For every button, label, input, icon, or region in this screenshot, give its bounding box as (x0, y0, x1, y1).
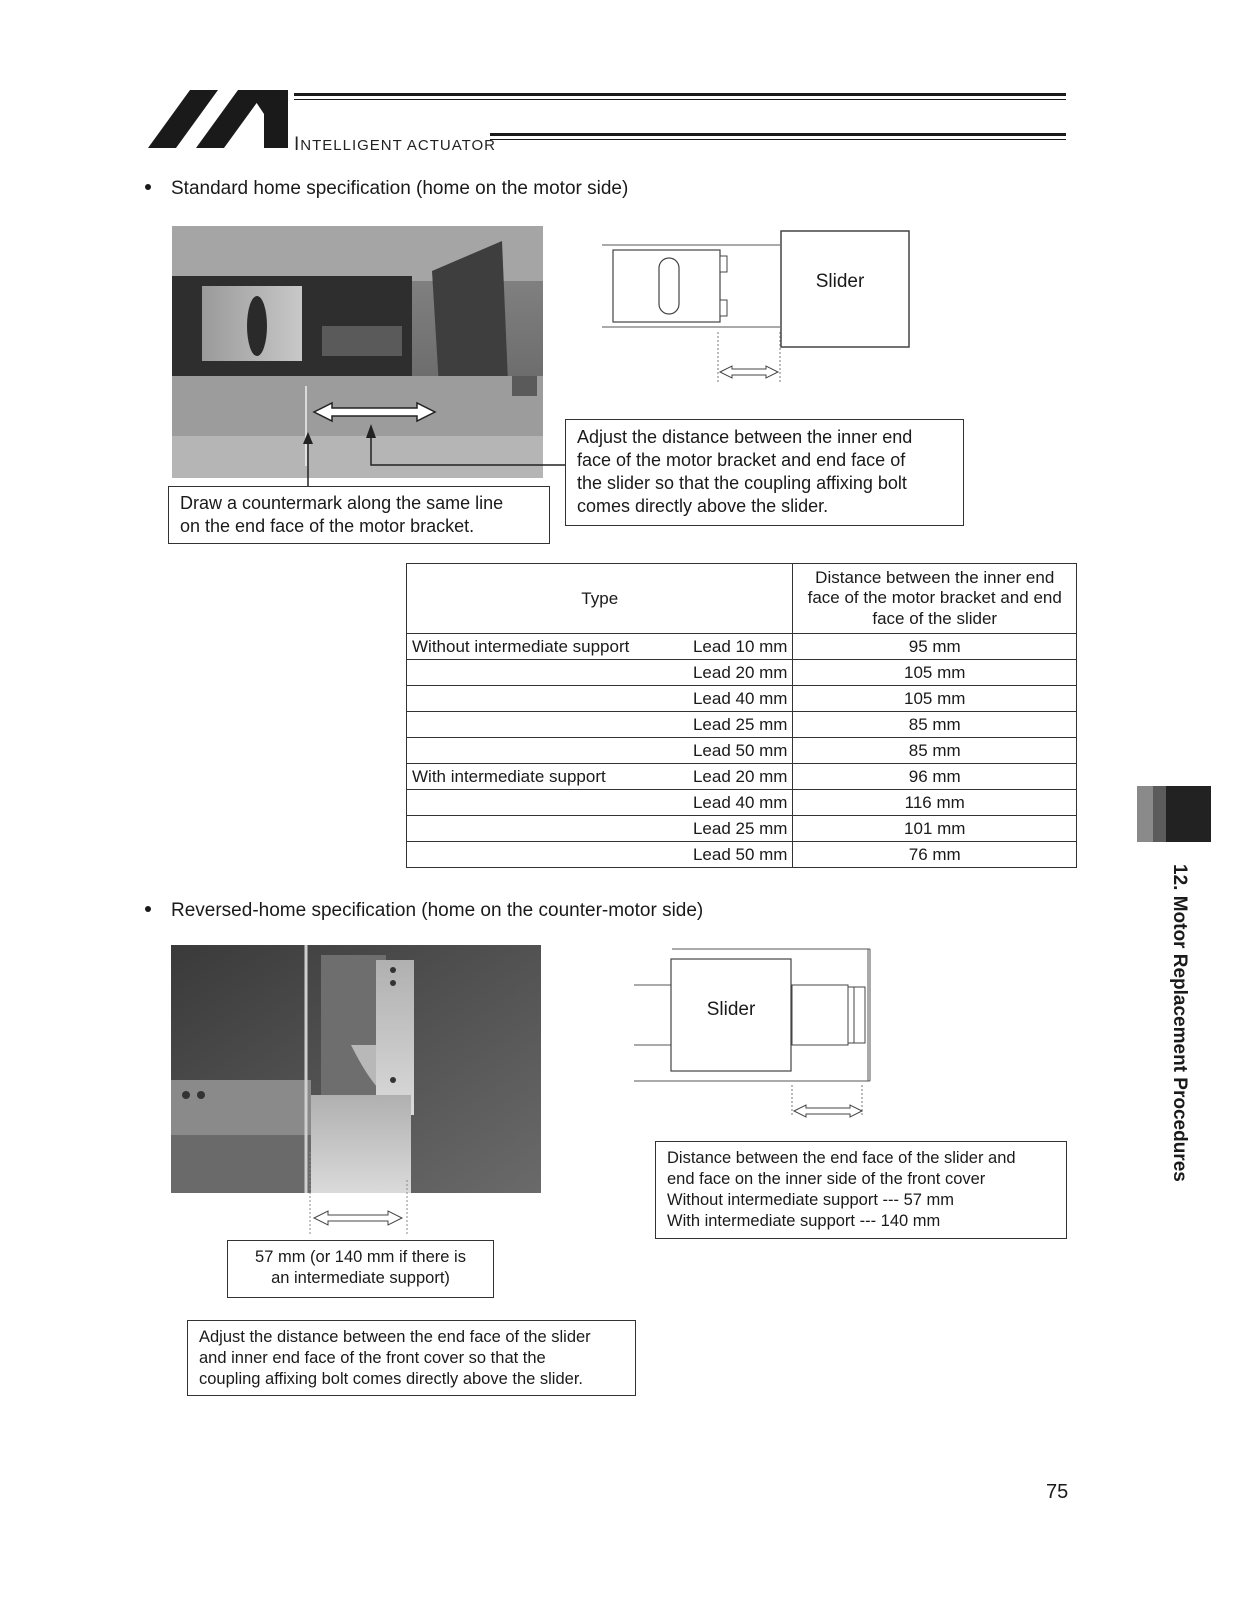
diagram-label-slider-2: Slider (706, 999, 756, 1020)
callout-line: 57 mm (or 140 mm if there is (255, 1248, 466, 1266)
table-row (407, 816, 1077, 842)
callout-line: Draw a countermark along the same line (180, 493, 504, 513)
cell-lead: Lead 20 mm (676, 660, 793, 686)
callout-line: on the end face of the motor bracket. (180, 516, 475, 536)
table-row (407, 660, 1077, 686)
header-distance (793, 564, 1077, 634)
callout-line: With intermediate support --- 140 mm (667, 1212, 941, 1230)
callout-line: the slider so that the coupling affixing bolt (577, 473, 907, 493)
bullet-text: Reversed-home specification (home on the counter-motor side) (171, 900, 704, 921)
bullet-dot (145, 184, 151, 190)
header-rule (294, 93, 1066, 96)
table-row (407, 842, 1077, 868)
cell-distance: 116 mm (793, 790, 1077, 816)
cell-lead: Lead 40 mm (676, 790, 793, 816)
brand-name (294, 134, 496, 156)
table-row (407, 790, 1077, 816)
cell-support (407, 790, 677, 816)
brand-rest: NTELLIGENT ACTUATOR (300, 137, 496, 154)
callout-line: end face on the inner side of the front cover (667, 1170, 986, 1188)
side-tab-marker-dark (1166, 786, 1211, 842)
header-rule-thin (294, 99, 1066, 100)
header-type: Type (407, 564, 793, 634)
cell-support (407, 660, 677, 686)
callout-leaders-1 (290, 420, 570, 490)
callout-line: Distance between the end face of the slider and (667, 1149, 1016, 1167)
iai-logo (148, 88, 294, 150)
callout-57mm (227, 1240, 494, 1298)
cell-support: Without intermediate support (407, 634, 677, 660)
cell-distance: 85 mm (793, 738, 1077, 764)
cell-support (407, 738, 677, 764)
side-tab-marker-mid (1153, 786, 1166, 842)
callout-line: comes directly above the slider. (577, 496, 829, 516)
callout-line: Without intermediate support --- 57 mm (667, 1191, 955, 1209)
cell-distance: 105 mm (793, 686, 1077, 712)
brand-initial: I (294, 134, 301, 155)
cell-lead: Lead 50 mm (676, 738, 793, 764)
bullet-standard-home (145, 178, 628, 200)
cell-support (407, 816, 677, 842)
cell-support (407, 712, 677, 738)
callout-line: and inner end face of the front cover so that the (199, 1349, 546, 1367)
cell-distance: 101 mm (793, 816, 1077, 842)
page-number: 75 (1046, 1481, 1069, 1503)
table-row (407, 712, 1077, 738)
header-line: Distance between the inner end (815, 567, 1055, 587)
cell-lead: Lead 50 mm (676, 842, 793, 868)
diagram-label-slider-1: Slider (815, 271, 865, 292)
side-tab-marker-light (1137, 786, 1153, 842)
header-rule-lower-thin (490, 139, 1066, 140)
bullet-text: Standard home specification (home on the motor side) (171, 178, 629, 199)
table-header-row (407, 564, 1077, 634)
cell-lead: Lead 25 mm (676, 712, 793, 738)
chapter-side-label: 12. Motor Replacement Procedures (1169, 864, 1190, 1182)
cell-lead: Lead 40 mm (676, 686, 793, 712)
distance-table (406, 563, 1077, 868)
cell-lead: Lead 10 mm (676, 634, 793, 660)
callout-adjust-front-cover (187, 1320, 636, 1396)
callout-countermark (168, 486, 550, 544)
callout-distance-front-cover (655, 1141, 1067, 1239)
cell-support (407, 842, 677, 868)
callout-line: coupling affixing bolt comes directly above the slider. (199, 1370, 583, 1388)
cell-distance: 105 mm (793, 660, 1077, 686)
table-row (407, 634, 1077, 660)
dimension-arrow-photo2 (300, 1150, 420, 1240)
cell-distance: 76 mm (793, 842, 1077, 868)
callout-line: face of the motor bracket and end face of (577, 450, 906, 470)
cell-distance: 95 mm (793, 634, 1077, 660)
table-row (407, 738, 1077, 764)
header-line: face of the motor bracket and end (807, 588, 1062, 608)
callout-adjust-motor-bracket (565, 419, 964, 526)
bullet-dot (145, 906, 151, 912)
table-row (407, 764, 1077, 790)
bullet-reversed-home (145, 900, 703, 922)
header-line: face of the slider (872, 608, 998, 628)
callout-line: Adjust the distance between the inner end (577, 427, 913, 447)
diagram-standard-home (600, 228, 920, 388)
cell-support: With intermediate support (407, 764, 677, 790)
callout-line: an intermediate support) (271, 1269, 450, 1287)
table-row (407, 686, 1077, 712)
cell-distance: 96 mm (793, 764, 1077, 790)
header-rule-lower (490, 133, 1066, 136)
diagram-reversed-home (632, 945, 877, 1125)
cell-lead: Lead 20 mm (676, 764, 793, 790)
cell-distance: 85 mm (793, 712, 1077, 738)
cell-lead: Lead 25 mm (676, 816, 793, 842)
cell-support (407, 686, 677, 712)
callout-line: Adjust the distance between the end face of the slider (199, 1328, 591, 1346)
